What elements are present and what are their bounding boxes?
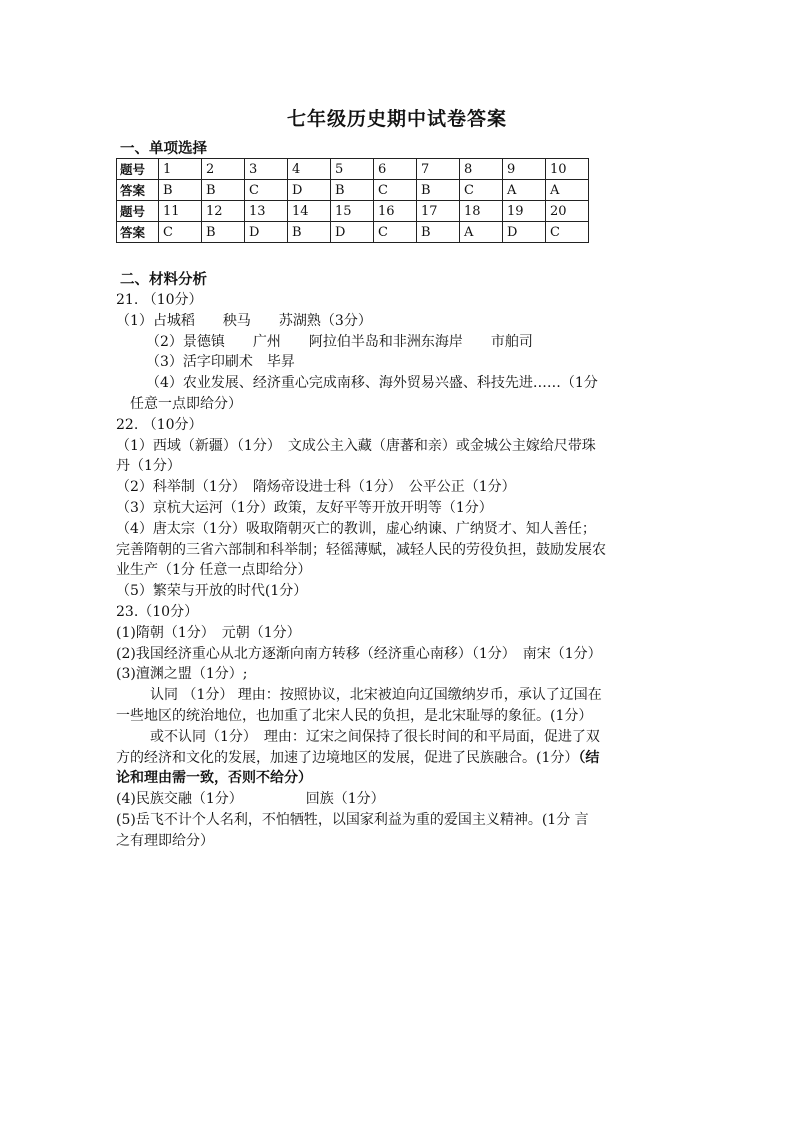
table-cell: B — [331, 180, 374, 201]
answer-line: (1)隋朝（1分） 元朝（1分） — [116, 624, 301, 641]
table-cell: 18 — [460, 201, 503, 222]
table-cell: C — [460, 180, 503, 201]
answer-line: （3）活字印刷术 毕昇 — [146, 354, 295, 371]
table-cell: 19 — [503, 201, 546, 222]
table-cell: 17 — [417, 201, 460, 222]
table-cell: B — [417, 222, 460, 243]
answer-line: （3）京杭大运河（1分）政策，友好平等开放开明等（1分） — [116, 499, 493, 516]
answer-line: （4）农业发展、经济重心完成南移、海外贸易兴盛、科技先进……（1分 — [146, 375, 598, 392]
table-cell: 8 — [460, 159, 503, 180]
table-cell: 14 — [288, 201, 331, 222]
table-cell: B — [202, 180, 245, 201]
answer-line: 丹（1分） — [116, 458, 181, 475]
section-heading-analysis: 二、材料分析 — [120, 272, 207, 288]
answer-line: （5）繁荣与开放的时代(1分） — [116, 583, 308, 600]
table-cell: 6 — [374, 159, 417, 180]
answer-line: （2）景德镇 广州 阿拉伯半岛和非洲东海岸 市舶司 — [146, 333, 533, 350]
table-cell: B — [159, 180, 202, 201]
row-label: 答案 — [117, 222, 159, 243]
answer-line: (5)岳飞不计个人名利，不怕牺牲，以国家利益为重的爱国主义精神。(1分 言 — [116, 811, 589, 828]
answer-line: （1）占城稻 秧马 苏湖熟（3分） — [116, 312, 372, 329]
answer-line — [116, 748, 678, 769]
row-label: 题号 — [117, 201, 159, 222]
table-cell: 4 — [288, 159, 331, 180]
table-row — [117, 222, 589, 243]
table-cell: D — [331, 222, 374, 243]
table-cell: B — [202, 222, 245, 243]
table-cell: 7 — [417, 159, 460, 180]
table-cell: 9 — [503, 159, 546, 180]
table-cell: B — [288, 222, 331, 243]
answer-line: (2)我国经济重心从北方逐渐向南方转移（经济重心南移）（1分） 南宋（1分） — [116, 645, 602, 662]
table-row — [117, 180, 589, 201]
question-number: 21. （10分） — [116, 292, 203, 308]
answer-line: 之有理即给分） — [116, 832, 214, 849]
question-number: 23.（10分） — [116, 603, 199, 620]
table-cell: C — [546, 222, 589, 243]
table-cell: A — [546, 180, 589, 201]
document-title: 七年级历史期中试卷答案 — [286, 108, 507, 130]
table-cell: 1 — [159, 159, 202, 180]
table-cell: C — [245, 180, 288, 201]
table-cell: A — [460, 222, 503, 243]
table-row — [117, 159, 589, 180]
table-cell: D — [288, 180, 331, 201]
section-heading-choice: 一、单项选择 — [120, 141, 207, 157]
answer-line: 或不认同（1分） 理由：辽宋之间保持了很长时间的和平局面，促进了双 — [150, 728, 600, 745]
table-cell: C — [159, 222, 202, 243]
answer-line: （2）科举制（1分） 隋炀帝设进士科（1分） 公平公正（1分） — [116, 479, 516, 496]
answer-line: 认同 （1分） 理由：按照协议，北宋被迫向辽国缴纳岁币，承认了辽国在 — [150, 687, 602, 704]
row-label: 题号 — [117, 159, 159, 180]
table-cell: 15 — [331, 201, 374, 222]
row-label: 答案 — [117, 180, 159, 201]
answer-body — [116, 290, 678, 852]
answer-line: (4)民族交融（1分） 回族（1分） — [116, 791, 385, 808]
question-number: 22. （10分） — [116, 416, 203, 433]
answer-line: 业生产（1分 任意一点即给分） — [116, 562, 312, 579]
table-cell: 13 — [245, 201, 288, 222]
bold-note: （结 — [578, 749, 600, 766]
answer-line: （1）西域（新疆）（1分） 文成公主入藏（唐蕃和亲）或金城公主嫁给尺带珠 — [116, 437, 596, 454]
answer-line: 一些地区的统治地位，也加重了北宋人民的负担，是北宋耻辱的象征。(1分） — [116, 707, 593, 724]
table-cell: 12 — [202, 201, 245, 222]
answer-text: 方的经济和文化的发展，加速了边境地区的发展，促进了民族融合。(1分） — [116, 749, 579, 766]
answer-line: 完善隋朝的三省六部制和科举制；轻徭薄赋，减轻人民的劳役负担，鼓励发展农 — [116, 541, 606, 558]
table-cell: 16 — [374, 201, 417, 222]
table-cell: 10 — [546, 159, 589, 180]
answer-line: 任意一点即给分） — [130, 395, 242, 412]
table-cell: D — [503, 222, 546, 243]
answer-line: (3)澶渊之盟（1分）; — [116, 666, 248, 683]
table-cell: A — [503, 180, 546, 201]
table-cell: 20 — [546, 201, 589, 222]
answer-line: （4）唐太宗（1分）吸取隋朝灭亡的教训，虚心纳谏、广纳贤才、知人善任； — [116, 520, 596, 537]
table-cell: B — [417, 180, 460, 201]
table-cell: C — [374, 180, 417, 201]
answer-table — [116, 158, 589, 243]
table-row — [117, 201, 589, 222]
table-cell: 11 — [159, 201, 202, 222]
bold-note: 论和理由需一致，否则不给分） — [116, 770, 312, 787]
table-cell: 5 — [331, 159, 374, 180]
table-cell: C — [374, 222, 417, 243]
table-cell: D — [245, 222, 288, 243]
table-cell: 2 — [202, 159, 245, 180]
table-cell: 3 — [245, 159, 288, 180]
